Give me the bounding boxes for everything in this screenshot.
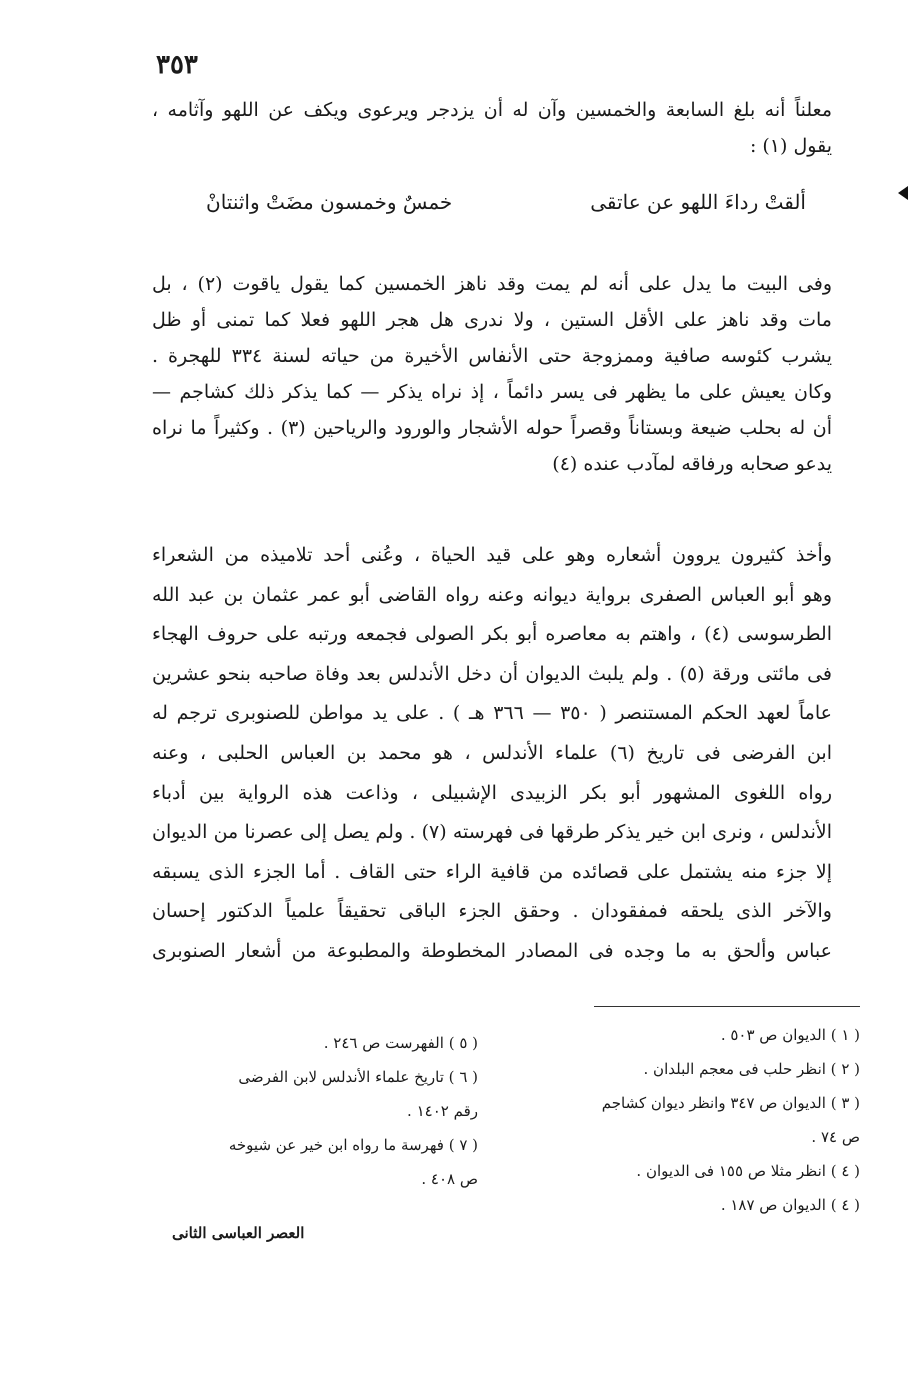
footnote: ( ٦ ) تاريخ علماء الأندلس لابن الفرضى <box>238 1068 478 1086</box>
footnote: ( ١ ) الديوان ص ٥٠٣ . <box>720 1026 860 1044</box>
text-line: ابن الفرضى فى تاريخ (٦) علماء الأندلس ، هو محمد بن العباس الحلبى ، وعنه <box>152 741 832 764</box>
text-line: الطرسوسى (٤) ، واهتم به معاصره أبو بكر الصولى فجمعه ورتبه على حروف الهجاء <box>152 623 832 646</box>
footnote: ( ٥ ) الفهرست ص ٢٤٦ . <box>323 1034 478 1052</box>
text-line: وأخذ كثيرون يروون أشعاره وهو على قيد الحياة ، وعُنى أحد تلاميذه من الشعراء <box>152 544 832 566</box>
text-line: يدعو صحابه ورفاقه لمآدب عنده (٤) <box>552 453 832 475</box>
footnotes-left-column <box>178 1026 478 1196</box>
text-line: وفى البيت ما يدل على أنه لم يمت وقد ناهز الخمسين كما يقول ياقوت (٢) ، بل <box>152 273 832 295</box>
text-line: أن له بحلب ضيعة وبستاناً وقصراً حوله الأشجار والورود والرياحين (٣) . وكثيراً ما نراه <box>152 417 832 439</box>
footnote-continuation: ص ٧٤ . <box>811 1128 860 1146</box>
text-line: مات وقد ناهز على الأقل الستين ، ولا ندرى هل هجر اللهو فعلا كما تمنى أو ظل <box>152 309 832 331</box>
verse-hemistich-first: ألقتْ رداءَ اللهو عن عاتقى <box>590 190 806 214</box>
footnote-divider <box>594 1006 860 1007</box>
text-line: فى مائتى ورقة (٥) . ولم يلبث الديوان أن دخل الأندلس بعد وفاة صاحبه بنحو عشرين <box>152 662 832 685</box>
paragraph-second <box>152 266 832 482</box>
verse-hemistich-second: خمسٌ وخمسون مضَتْ واثنتانْ <box>206 190 453 214</box>
text-line: عباس وألحق به ما وجده فى المصادر المخطوطة والمطبوعة من أشعار الصنوبرى <box>152 939 832 962</box>
page-number: ٣٥٣ <box>156 50 198 80</box>
paragraph-third <box>152 536 832 972</box>
footnote: ( ٤ ) انظر مثلا ص ١٥٥ فى الديوان . <box>636 1162 860 1180</box>
text-line: رواه اللغوى المشهور أبو بكر الزبيدى الإشبيلى ، وذاعت هذه الرواية بين أدباء <box>152 781 832 804</box>
paragraph-intro <box>152 92 832 164</box>
text-line: إلا جزء منه يشتمل على قصائده من قافية الراء حتى القاف . أما الجزء الذى يسبقه <box>152 860 832 883</box>
footnotes-right-column <box>540 1018 860 1222</box>
text-line: يشرب كئوسه صافية وممزوجة حتى الأنفاس الأخيرة من حياته لسنة ٣٣٤ للهجرة . <box>152 345 832 367</box>
footnote-continuation: رقم ١٤٠٢ . <box>407 1102 478 1120</box>
footnote: ( ٣ ) الديوان ص ٣٤٧ وانظر ديوان كشاجم <box>601 1094 860 1112</box>
text-line: عاماً لعهد الحكم المستنصر ( ٣٥٠ — ٣٦٦ هـ ) . على يد مواطن للصنوبرى ترجم له <box>152 702 832 725</box>
footnote-continuation: ص ٤٠٨ . <box>421 1170 478 1188</box>
text-line: وكان يعيش على ما يظهر فى يسر دائماً ، إذ نراه يذكر — كما يذكر ذلك كشاجم — <box>152 381 832 403</box>
text-line: والآخر الذى يلحقه فمفقودان . وحقق الجزء الباقى تحقيقاً علمياً الدكتور إحسان <box>152 900 832 923</box>
text-line: معلناً أنه بلغ السابعة والخمسين وآن له أن يزدجر ويرعوى ويكف عن اللهو وآثامه ، <box>152 99 832 121</box>
margin-arrow-mark <box>898 186 908 200</box>
text-line: الأندلس ، ونرى ابن خير يذكر طرقها فى فهرسته (٧) . ولم يصل إلى عصرنا من الديوان <box>152 821 832 844</box>
book-title-footer: العصر العباسى الثانى <box>172 1224 305 1242</box>
text-line: وهو أبو العباس الصفرى برواية ديوانه وعنه رواه القاضى أبو عمر عثمان بن عبد الله <box>152 583 832 606</box>
footnote: ( ٢ ) انظر حلب فى معجم البلدان . <box>643 1060 860 1078</box>
poetry-verse <box>206 190 806 214</box>
footnote: ( ٤ ) الديوان ص ١٨٧ . <box>720 1196 860 1214</box>
text-line: يقول (١) : <box>749 135 832 157</box>
footnote: ( ٧ ) فهرسة ما رواه ابن خير عن شيوخه <box>228 1136 478 1154</box>
